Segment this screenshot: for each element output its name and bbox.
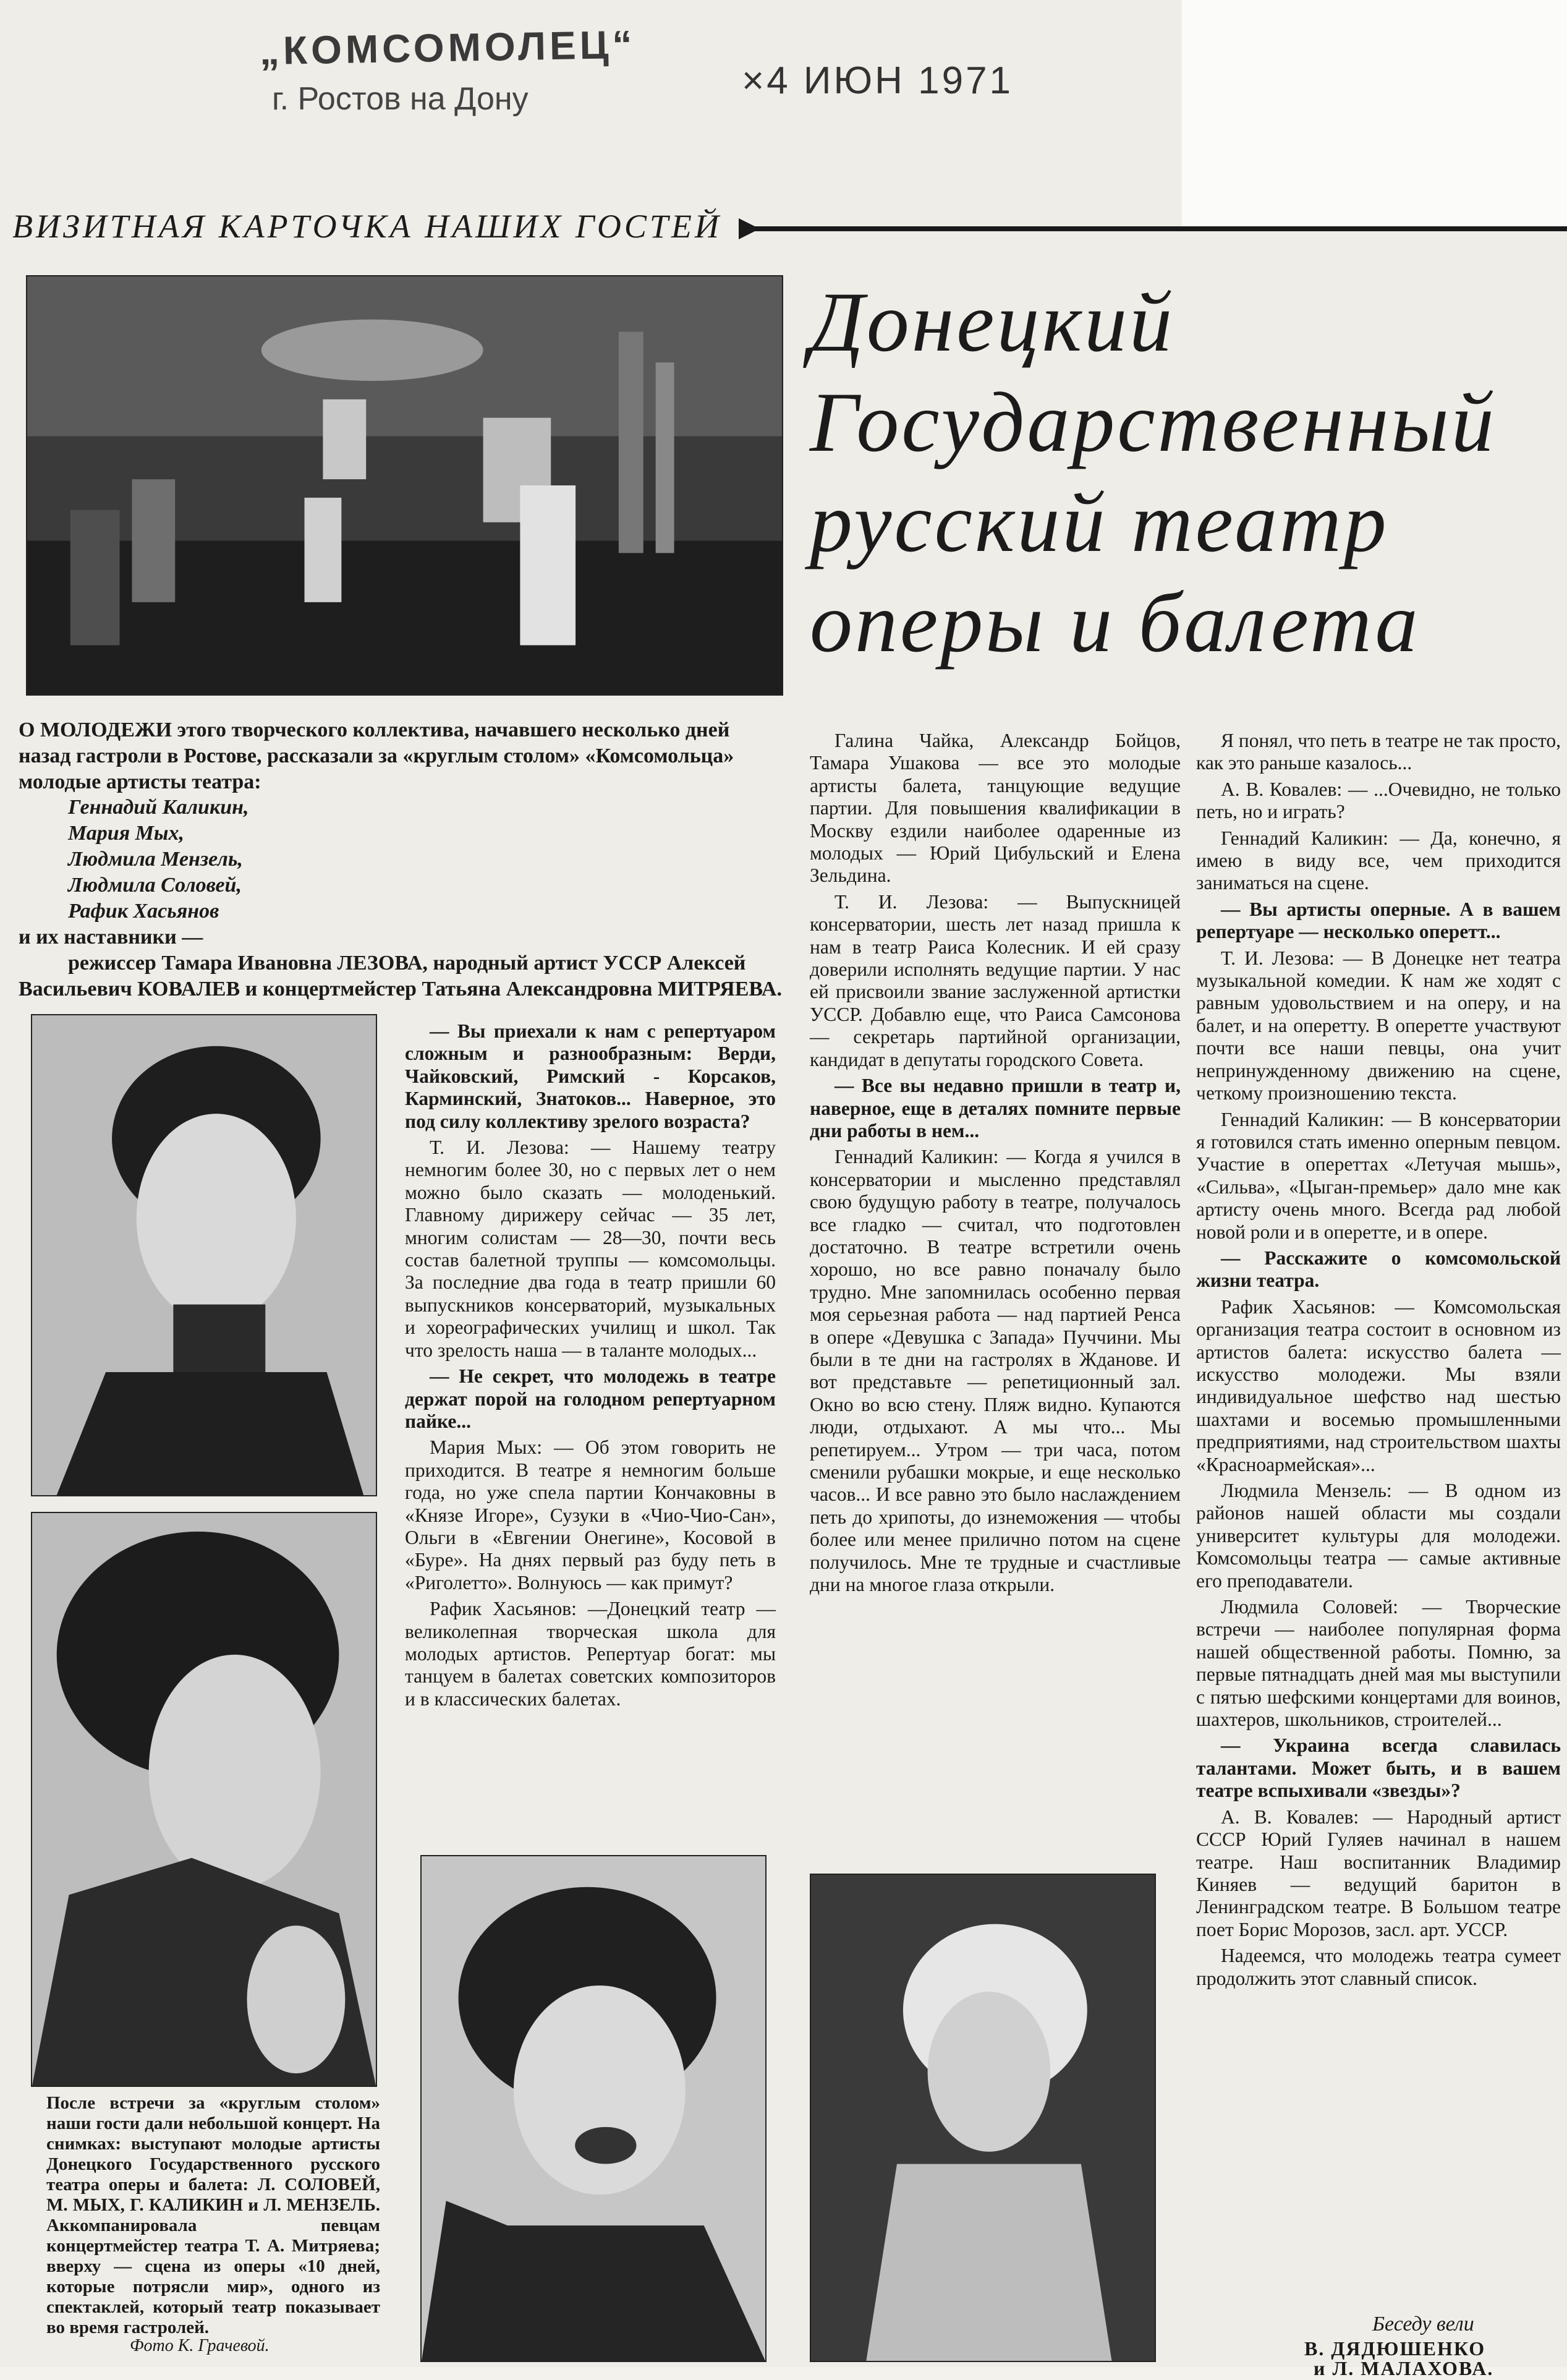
portrait-photo-1 (31, 1014, 377, 1496)
portrait-photo-3 (420, 1855, 767, 2362)
article-column-2 (810, 730, 1181, 1867)
mentors-paragraph (19, 924, 785, 1002)
portrait-photo-2 (31, 1512, 377, 2087)
participant-name: Людмила Соловей, (68, 874, 242, 897)
dialogue-paragraph: — Все вы недавно пришли в театр и, наверное, еще в деталях помните первые дни работы в нем... (810, 1075, 1181, 1141)
rubric-title: ВИЗИТНАЯ КАРТОЧКА НАШИХ ГОСТЕЙ (12, 208, 722, 245)
participant-name: Мария Мых, (68, 822, 184, 845)
signature-label: Беседу вели (1372, 2313, 1474, 2335)
dialogue-paragraph: — Вы артисты оперные. А в вашем репертуаре — несколько оперетт... (1196, 898, 1561, 943)
article-column-3 (1196, 730, 1561, 2294)
stage-scene-photo (26, 275, 783, 696)
date-stamp: ×4 ИЮН 1971 (742, 59, 1014, 102)
dialogue-paragraph: Геннадий Каликин: — Когда я учился в консерватории и мысленно представлял свою будущую работу в театре, получалось все гладко — считал, что подготовлен достаточно. В театре встретили очень хорошо, но все равно поначалу было трудно. Мне запомнилась особенно первая моя серьезная работа — над партией Ренса в опере «Девушка с Запада» Пуччини. Мы были в те дни на гастролях в Жданове. И вот представьте — репетиционный зал. Окно во всю стену. Пляж видно. Купаются люди, отдыхают. А мы что... Мы репетируем... Утром — три часа, потом сменили рубашки мокрые, и еще несколько часов... И все равно это было наслаждением петь до хрипоты, до изнеможения — чтобы более или менее прилично потом на сцене получилось. Мне те трудные и счастливые дни на многое глаза открыли. (810, 1146, 1181, 1596)
dialogue-paragraph: Мария Мых: — Об этом говорить не приходится. В театре я немногим больше года, но уже спела партии Кончаковны в «Князе Игоре», Сузуки в «Чио-Чио-Сан», Ольги в «Евгении Онегине», Косовой в «Буре». На днях первый раз буду петь в «Риголетто». Волнуюсь — как примут? (405, 1436, 776, 1593)
photo-caption: После встречи за «круглым столом» наши гости дали небольшой концерт. На снимках: выступают молодые артисты Донецкого Государственного русского театра оперы и балета: Л. СОЛОВЕЙ, М. МЫХ, Г. КАЛИКИН и Л. МЕНЗЕЛЬ. Аккомпанировала певцам концертмейстер театра Т. А. Митряева; вверху — сцена из оперы «10 дней, которые потрясли мир», одного из спектаклей, который театр показывает во время гастролей. (46, 2093, 380, 2337)
dialogue-paragraph: — Украина всегда славилась талантами. Может быть, и в вашем театре вспыхивали «звезды»? (1196, 1734, 1561, 1802)
dialogue-paragraph: А. В. Ковалев: — Народный артист СССР Юрий Гуляев начинал в нашем театре. Наш воспитанник Владимир Киняев — ведущий баритон в Ленинградском театре. В Большом театре поет Борис Морозов, засл. арт. УССР. (1196, 1806, 1561, 1940)
mentors-lead: и их наставники — (19, 926, 203, 949)
dialogue-paragraph: Рафик Хасьянов: — Комсомольская организация театра состоит в основном из артистов балета: искусство балета — искусство молодежи. Мы взяли индивидуальное шефство над шестью шахтами и восемью промышленными предприятиями, над строительством шахты «Красноармейская»... (1196, 1295, 1561, 1475)
dialogue-paragraph: Т. И. Лезова: — В Донецке нет театра музыкальной комедии. К нам же ходят с равным удовольствием и на оперу, и на балет, и на оперетту. В оперетте участвуют почти все наши певцы, она учит непринужденному движению на сцене, четкому произношению текста. (1196, 947, 1561, 1104)
participant-name: Рафик Хасьянов (68, 900, 219, 923)
mentors-list: режиссер Тамара Ивановна ЛЕЗОВА, народный артист УССР Алексей Васильевич КОВАЛЕВ и концертмейстер Татьяна Александровна МИТРЯЕВА. (19, 952, 782, 1000)
photo-credit: Фото К. Грачевой. (130, 2336, 270, 2355)
newspaper-stamp-city: г. Ростов на Дону (272, 81, 529, 117)
dialogue-paragraph: — Расскажите о комсомольской жизни театра. (1196, 1247, 1561, 1292)
dialogue-paragraph: Геннадий Каликин: — В консерватории я готовился стать именно оперным певцом. Участие в опереттах «Летучая мышь», «Сильва», «Цыган-премьер» дало мне как артисту очень много. Всегда рад любой новой роли и в оперетте, и в опере. (1196, 1108, 1561, 1243)
participant-names (68, 795, 249, 924)
dialogue-paragraph: Людмила Соловей: — Творческие встречи — наиболее популярная форма нашей общественной работы. Помню, за первые пятнадцать дней мая мы выступили с пятью шефскими концертами для воинов, шахтеров, школьников, строителей... (1196, 1596, 1561, 1731)
dialogue-paragraph: Т. И. Лезова: — Выпускницей консерватории, шесть лет назад пришла к нам в театр Раиса Колесник. И ей сразу доверили исполнять ведущие партии. У нас ей присвоили звание заслуженной артистки УССР. Добавлю еще, что Раиса Самсонова — секретарь партийной организации, кандидат в депутаты городского Совета. (810, 890, 1181, 1070)
rubric-rule (742, 226, 1567, 231)
dialogue-paragraph: Галина Чайка, Александр Бойцов, Тамара Ушакова — все это молодые артисты балета, танцующие ведущие партии. Для повышения квалификации в Москву ездили наиболее одаренные из молодых — Юрий Цибульский и Елена Зельдина. (810, 730, 1181, 887)
headline: Донецкий Государственный русский театр оперы и балета (810, 275, 1497, 670)
portrait-photo-4 (810, 1874, 1156, 2362)
dialogue-paragraph: — Вы приехали к нам с репертуаром сложным и разнообразным: Верди, Чайковский, Римский - Корсаков, Карминский, Знатоков... Наверное, это под силу коллективу зрелого возраста? (405, 1020, 776, 1132)
dialogue-paragraph: Людмила Мензель: — В одном из районов нашей области мы создали университет культуры для молодежи. Комсомольцы театра — самые активные его преподаватели. (1196, 1480, 1561, 1592)
signature-author-1: В. ДЯДЮШЕНКО (1304, 2337, 1486, 2360)
dialogue-paragraph: А. В. Ковалев: — ...Очевидно, не только петь, но и играть? (1196, 778, 1561, 823)
newspaper-stamp-title: „КОМСОМОЛЕЦ“ (259, 22, 636, 74)
participant-name: Людмила Мензель, (68, 848, 243, 871)
dialogue-paragraph: Т. И. Лезова: — Нашему театру немногим более 30, но с первых лет о нем можно было сказать — молоденький. Главному дирижеру сейчас — 35 лет, многим солистам — 28—30, почти весь состав балетной труппы — комсомольцы. За последние два года в театр пришли 60 выпускников консерваторий, музыкальных и хореографических училищ и школ. Так что зрелость наша — в таланте молодых... (405, 1137, 776, 1361)
intro-paragraph: О МОЛОДЕЖИ этого творческого коллектива, начавшего несколько дней назад гастроли в Ростове, рассказали за «круглым столом» «Комсомольца» молодые артисты театра: (19, 719, 734, 793)
dialogue-paragraph: Геннадий Каликин: — Да, конечно, я имею в виду все, чем приходится заниматься на сцене. (1196, 827, 1561, 894)
dialogue-paragraph: — Не секрет, что молодежь в театре держат порой на голодном репертуарном пайке... (405, 1365, 776, 1432)
signature-author-2: и Л. МАЛАХОВА. (1314, 2357, 1494, 2379)
article-column-1 (405, 1020, 776, 1836)
participant-name: Геннадий Каликин, (68, 796, 249, 819)
rubric-arrow-icon (739, 218, 760, 239)
dialogue-paragraph: Рафик Хасьянов: —Донецкий театр — великолепная творческая школа для молодых артистов. Репертуар богат: мы танцуем в балетах советских композиторов и в классических балетах. (405, 1598, 776, 1710)
dialogue-paragraph: Я понял, что петь в театре не так просто, как это раньше казалось... (1196, 730, 1561, 774)
blank-margin (1182, 0, 1567, 229)
dialogue-paragraph: Надеемся, что молодежь театра сумеет продолжить этот славный список. (1196, 1945, 1561, 1989)
